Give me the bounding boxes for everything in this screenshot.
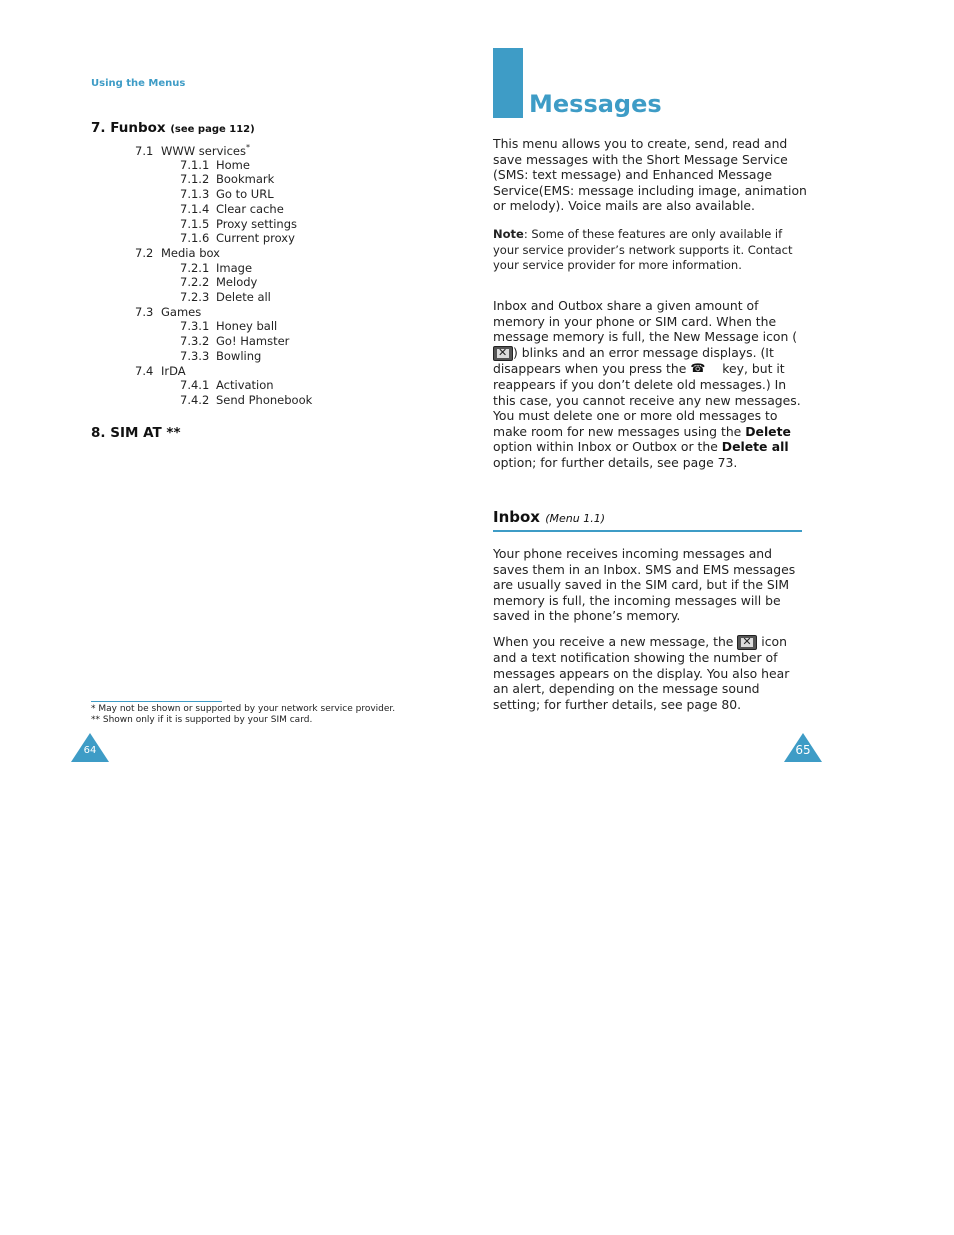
memory-text-4: option within Inbox or Outbox or the xyxy=(493,439,722,455)
memory-text-3: key, but it reappears if you don’t delete old messages.) In this case, you cannot receive any new messages. You must delete one or more old messages to make room for new messages using the xyxy=(493,360,801,439)
section-title-funbox xyxy=(91,120,255,136)
menu-tree-item xyxy=(135,364,186,378)
page-number-left: 64 xyxy=(83,745,97,756)
new-message-icon xyxy=(493,346,513,361)
menu-item-number: 7.2.2 xyxy=(180,275,210,290)
menu-tree-item xyxy=(180,334,289,348)
section-title-sim-at xyxy=(91,425,181,441)
menu-item-label: Go! Hamster xyxy=(216,334,290,349)
menu-item-number: 7.1.6 xyxy=(180,231,210,246)
menu-tree-item xyxy=(180,231,295,245)
inbox-heading xyxy=(493,508,605,526)
menu-item-number: 7.2.1 xyxy=(180,260,210,275)
menu-item-number: 7.1 xyxy=(135,143,154,158)
menu-item-label: Home xyxy=(216,157,250,172)
menu-tree-item xyxy=(135,305,201,319)
menu-item-number: 7.2 xyxy=(135,245,154,260)
menu-tree-item xyxy=(180,319,277,333)
menu-item-label: Media box xyxy=(161,245,220,260)
menu-tree-item xyxy=(180,378,274,392)
section-page-ref: (see page 112) xyxy=(170,124,255,135)
menu-item-label: Current proxy xyxy=(216,231,295,246)
footnote-divider xyxy=(91,701,222,702)
footnote-marker: * xyxy=(245,143,250,152)
menu-tree-item xyxy=(180,202,284,216)
menu-item-number: 7.1.2 xyxy=(180,172,210,187)
menu-item-number: 7.3 xyxy=(135,304,154,319)
menu-item-number: 7.2.3 xyxy=(180,290,210,304)
menu-item-label: Send Phonebook xyxy=(216,392,313,407)
menu-item-number: 7.3.3 xyxy=(180,348,210,363)
inbox-text-1: When you receive a new message, the xyxy=(493,634,738,649)
menu-tree-item xyxy=(135,246,220,260)
menu-tree-item xyxy=(180,275,257,289)
page-number-right: 65 xyxy=(795,743,811,757)
end-key-icon: ☎ xyxy=(690,361,706,376)
menu-item-number: 7.1.5 xyxy=(180,216,210,231)
note-text: : Some of these features are only available if your service provider’s network supports it. Contact your service provider for more information. xyxy=(493,227,793,272)
section-title-text: 8. SIM AT ** xyxy=(91,425,181,441)
menu-item-label: Honey ball xyxy=(216,319,278,334)
menu-item-label: Activation xyxy=(216,378,274,393)
menu-tree-item xyxy=(180,187,274,201)
running-header: Using the Menus xyxy=(91,78,186,89)
note-label: Note xyxy=(493,227,524,241)
footnote-1: * May not be shown or supported by your network service provider. xyxy=(91,704,396,714)
menu-item-label: Image xyxy=(216,260,253,275)
menu-tree-item xyxy=(180,290,271,304)
inbox-title: Inbox xyxy=(493,508,540,526)
memory-text-2: ) blinks and an error message displays. (It disappears when you press the xyxy=(493,344,774,376)
menu-tree-item xyxy=(180,217,297,231)
menu-tree-item xyxy=(180,158,250,172)
menu-item-label: Bowling xyxy=(216,348,262,363)
inbox-paragraph-2 xyxy=(493,634,808,712)
memory-paragraph xyxy=(493,298,808,471)
menu-item-label: Melody xyxy=(216,275,258,290)
intro-paragraph: This menu allows you to create, send, read and save messages with the Short Message Service (SMS: text message) and Enhanced Message Service(EMS: message including image, animation or melody). Voice mails are also available. xyxy=(493,136,807,214)
menu-tree-item xyxy=(180,349,261,363)
menu-item-label: Delete all xyxy=(216,290,271,304)
menu-item-number: 7.3.2 xyxy=(180,334,210,349)
section-title-text: 7. Funbox xyxy=(91,120,166,136)
menu-item-number: 7.4 xyxy=(135,363,154,378)
menu-item-label: Clear cache xyxy=(216,201,284,216)
menu-item-number: 7.4.1 xyxy=(180,378,210,393)
delete-option-label: Delete xyxy=(745,423,791,439)
menu-item-number: 7.1.4 xyxy=(180,201,210,216)
menu-tree-item xyxy=(135,143,250,158)
note-block xyxy=(493,227,798,274)
title-accent-bar xyxy=(493,48,523,118)
menu-item-number: 7.1.1 xyxy=(180,157,210,172)
inbox-underline xyxy=(493,530,802,532)
memory-text-1: Inbox and Outbox share a given amount of memory in your phone or SIM card. When the message memory is full, the New Message icon ( xyxy=(493,298,798,345)
menu-item-label: Games xyxy=(161,304,202,319)
menu-item-label: IrDA xyxy=(161,363,186,378)
inbox-menu-ref: (Menu 1.1) xyxy=(545,512,605,525)
menu-item-number: 7.1.3 xyxy=(180,187,210,202)
delete-all-option-label: Delete all xyxy=(721,439,789,455)
page-title: Messages xyxy=(529,90,662,118)
menu-tree-item xyxy=(180,393,312,407)
menu-item-label: Go to URL xyxy=(216,187,274,202)
menu-item-number: 7.4.2 xyxy=(180,392,210,407)
memory-text-5: option; for further details, see page 73. xyxy=(493,455,738,471)
menu-tree-item xyxy=(180,172,274,186)
menu-item-label: Proxy settings xyxy=(216,216,298,231)
menu-item-label: WWW services xyxy=(161,143,246,158)
menu-item-number: 7.3.1 xyxy=(180,319,210,334)
inbox-text-2: icon and a text notification showing the number of messages appears on the display. You also hear an alert, depending on the message sound setting; for further details, see page 80. xyxy=(493,634,790,712)
inbox-paragraph-1: Your phone receives incoming messages and saves them in an Inbox. SMS and EMS messages are usually saved in the SIM card, but if the SIM memory is full, the incoming messages will be saved in the phone’s memory. xyxy=(493,546,796,624)
menu-item-label: Bookmark xyxy=(216,172,275,187)
message-icon xyxy=(737,635,757,650)
footnote-2: ** Shown only if it is supported by your SIM card. xyxy=(91,715,313,725)
menu-tree-item xyxy=(180,261,252,275)
